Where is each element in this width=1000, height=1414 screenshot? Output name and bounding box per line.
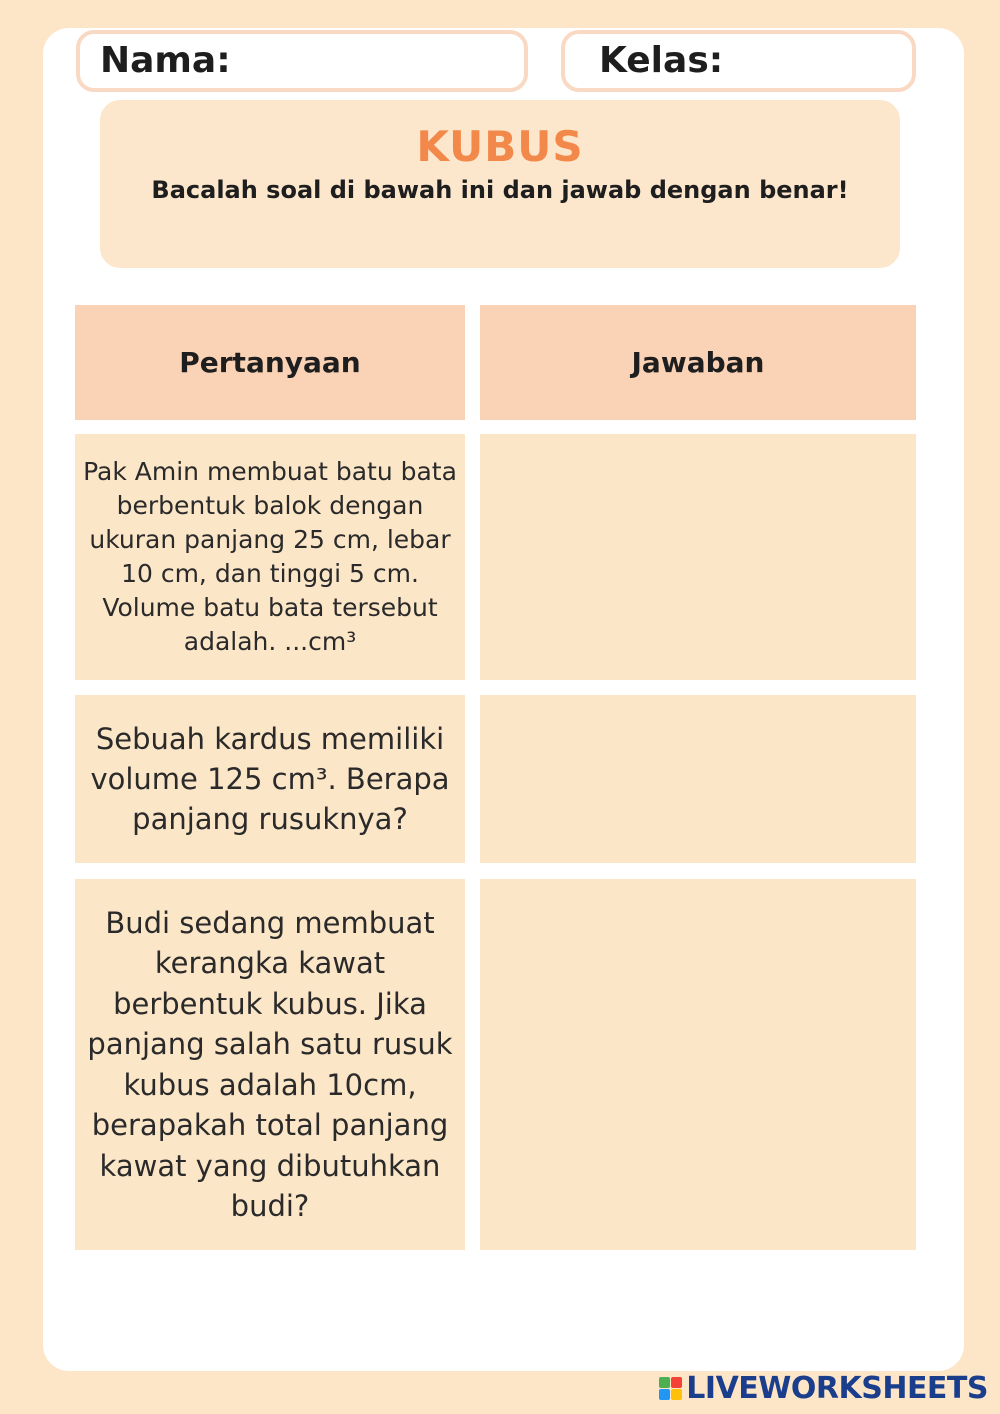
question-cell-1	[75, 434, 465, 680]
name-field[interactable]	[76, 30, 528, 92]
column-header-answer: Jawaban	[480, 305, 916, 420]
worksheet-title: KUBUS	[416, 122, 584, 171]
liveworksheets-watermark	[659, 1371, 988, 1406]
name-label: Nama:	[100, 40, 231, 81]
column-header-question: Pertanyaan	[75, 305, 465, 420]
question-text: Pak Amin membuat batu bata berbentuk balok dengan ukuran panjang 25 cm, lebar 10 cm, dan tinggi 5 cm. Volume batu bata tersebut adalah. ...cm³	[83, 457, 457, 656]
logo-square	[659, 1389, 670, 1400]
question-text: Sebuah kardus memiliki volume 125 cm³. Berapa panjang rusuknya?	[90, 722, 450, 836]
question-cell-2	[75, 695, 465, 863]
watermark-text: LIVEWORKSHEETS	[686, 1371, 988, 1406]
class-field[interactable]	[561, 30, 916, 92]
logo-square	[671, 1377, 682, 1388]
answer-cell-3[interactable]	[480, 879, 916, 1250]
answer-cell-2[interactable]	[480, 695, 916, 863]
class-label: Kelas:	[599, 40, 724, 81]
liveworksheets-logo-icon	[659, 1377, 682, 1400]
answer-cell-1[interactable]	[480, 434, 916, 680]
question-text: Budi sedang membuat kerangka kawat berbentuk kubus. Jika panjang salah satu rusuk kubus adalah 10cm, berapakah total panjang kawat yang dibutuhkan budi?	[87, 905, 453, 1223]
logo-square	[671, 1389, 682, 1400]
logo-square	[659, 1377, 670, 1388]
instruction-text: Bacalah soal di bawah ini dan jawab dengan benar!	[151, 176, 849, 204]
title-card	[100, 100, 900, 268]
question-cell-3	[75, 879, 465, 1250]
